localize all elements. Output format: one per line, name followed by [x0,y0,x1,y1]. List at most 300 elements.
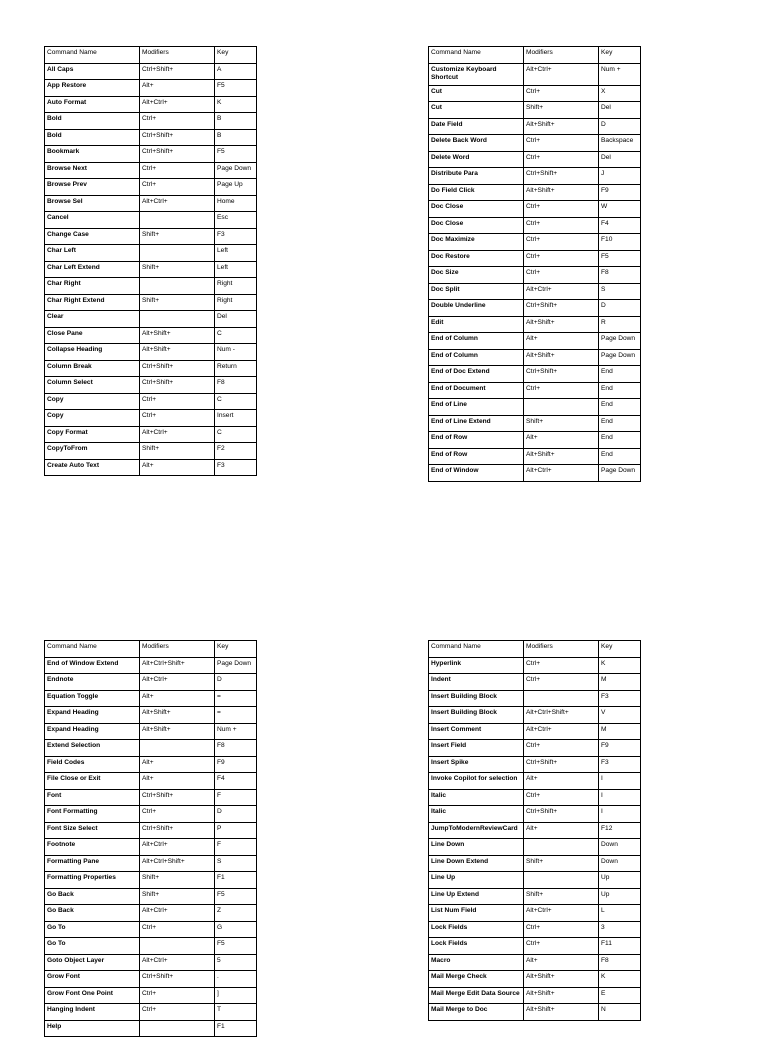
command-name-cell: Create Auto Text [45,459,140,476]
key-cell: C [215,393,257,410]
command-name-cell: Lock Fields [429,938,524,955]
key-cell: T [215,1004,257,1021]
modifiers-cell: Ctrl+Shift+ [524,806,599,823]
shortcut-table-3 [44,640,257,1037]
key-cell: M [599,674,641,691]
modifiers-cell [524,839,599,856]
table-row [429,756,641,773]
modifiers-cell: Alt+ [140,756,215,773]
command-name-cell: Clear [45,311,140,328]
table-header-row [45,47,257,64]
table-row [45,905,257,922]
command-name-cell: Font Formatting [45,806,140,823]
table-row [429,135,641,152]
modifiers-cell: Ctrl+Shift+ [524,756,599,773]
key-cell: L [599,905,641,922]
table-header-row [429,641,641,658]
modifiers-cell [140,245,215,262]
key-cell: Left [215,261,257,278]
command-name-cell: End of Row [429,432,524,449]
key-cell: F1 [215,1020,257,1037]
table-row [429,1004,641,1021]
key-cell: F [215,789,257,806]
key-cell: End [599,399,641,416]
command-name-cell: Insert Spike [429,756,524,773]
table-row [45,789,257,806]
table-row [429,905,641,922]
table-row [429,366,641,383]
table-row [429,954,641,971]
key-cell: F9 [215,756,257,773]
key-cell: V [599,707,641,724]
table-row [45,674,257,691]
command-name-cell: Macro [429,954,524,971]
shortcut-table-4 [428,640,641,1021]
key-cell: Down [599,855,641,872]
modifiers-cell: Alt+ [524,822,599,839]
modifiers-cell: Shift+ [524,415,599,432]
table-row [429,63,641,85]
key-cell: F3 [599,756,641,773]
modifiers-cell: Ctrl+ [140,921,215,938]
modifiers-cell: Shift+ [140,443,215,460]
key-cell: K [599,657,641,674]
command-name-cell: Line Up Extend [429,888,524,905]
modifiers-cell: Ctrl+ [524,217,599,234]
command-name-cell: JumpToModernReviewCard [429,822,524,839]
key-cell: Page Down [599,349,641,366]
modifiers-cell: Alt+ [524,773,599,790]
key-cell: Left [215,245,257,262]
command-name-cell: Bold [45,129,140,146]
command-name-cell: Expand Heading [45,707,140,724]
command-name-cell: Go Back [45,888,140,905]
modifiers-cell: Ctrl+Shift+ [140,63,215,80]
command-name-cell: Char Left [45,245,140,262]
modifiers-cell: Ctrl+ [524,250,599,267]
table-row [429,465,641,482]
key-cell: Page Down [599,333,641,350]
modifiers-cell: Ctrl+ [524,674,599,691]
table-row [429,822,641,839]
table-row [45,921,257,938]
key-cell: C [215,327,257,344]
table-row [45,740,257,757]
command-name-cell: End of Window [429,465,524,482]
command-name-cell: Footnote [45,839,140,856]
modifiers-cell: Ctrl+Shift+ [140,377,215,394]
table-row [45,393,257,410]
table-row [45,459,257,476]
key-cell: End [599,432,641,449]
table-row [45,954,257,971]
key-cell: F4 [215,773,257,790]
command-name-cell: CopyToFrom [45,443,140,460]
modifiers-cell: Shift+ [140,888,215,905]
command-name-cell: Italic [429,789,524,806]
key-cell: Del [215,311,257,328]
table-row [429,151,641,168]
modifiers-cell: Alt+ [524,432,599,449]
command-name-cell: Browse Prev [45,179,140,196]
table-row [45,987,257,1004]
modifiers-cell [524,872,599,889]
command-name-cell: Distribute Para [429,168,524,185]
modifiers-cell: Ctrl+Shift+ [524,168,599,185]
modifiers-cell: Alt+Ctrl+Shift+ [524,707,599,724]
key-cell: F8 [215,377,257,394]
modifiers-cell: Alt+Shift+ [524,971,599,988]
table-row [429,217,641,234]
modifiers-cell: Alt+Ctrl+ [524,63,599,85]
table-row [429,707,641,724]
modifiers-cell: Ctrl+Shift+ [524,300,599,317]
command-name-cell: Insert Comment [429,723,524,740]
key-cell: F12 [599,822,641,839]
command-name-cell: Equation Toggle [45,690,140,707]
command-name-cell: Bookmark [45,146,140,163]
header-modifiers: Modifiers [140,641,215,658]
modifiers-cell: Alt+ [140,459,215,476]
key-cell: F [215,839,257,856]
modifiers-cell: Ctrl+ [140,162,215,179]
table-row [429,118,641,135]
command-name-cell: Font [45,789,140,806]
key-cell: = [215,690,257,707]
key-cell: Del [599,151,641,168]
key-cell: P [215,822,257,839]
modifiers-cell [140,278,215,295]
modifiers-cell: Ctrl+Shift+ [140,360,215,377]
table-row [429,333,641,350]
modifiers-cell: Ctrl+ [524,740,599,757]
modifiers-cell: Ctrl+ [140,393,215,410]
modifiers-cell: Shift+ [140,228,215,245]
table-row [429,168,641,185]
command-name-cell: End of Column [429,349,524,366]
key-cell: X [599,85,641,102]
command-name-cell: Close Pane [45,327,140,344]
table-row [45,179,257,196]
key-cell: F8 [599,267,641,284]
modifiers-cell: Ctrl+Shift+ [140,822,215,839]
modifiers-cell: Alt+Shift+ [524,349,599,366]
modifiers-cell: Ctrl+ [524,135,599,152]
key-cell: I [599,806,641,823]
modifiers-cell: Ctrl+ [524,382,599,399]
modifiers-cell: Alt+Shift+ [524,1004,599,1021]
table-row [45,872,257,889]
table-row [429,888,641,905]
modifiers-cell: Alt+Shift+ [140,707,215,724]
table-row [45,212,257,229]
key-cell: D [599,300,641,317]
command-name-cell: Line Down [429,839,524,856]
command-name-cell: Field Codes [45,756,140,773]
header-key: Key [215,641,257,658]
modifiers-cell: Alt+Ctrl+ [140,839,215,856]
table-row [45,113,257,130]
table-row [429,184,641,201]
modifiers-cell: Alt+ [524,954,599,971]
header-key: Key [215,47,257,64]
key-cell: D [215,674,257,691]
command-name-cell: File Close or Exit [45,773,140,790]
table-row [45,443,257,460]
key-cell: Insert [215,410,257,427]
key-cell: Page Down [215,657,257,674]
modifiers-cell: Alt+Ctrl+ [140,96,215,113]
table-row [429,415,641,432]
table-row [45,228,257,245]
table-row [45,377,257,394]
key-cell: End [599,415,641,432]
table-row [45,690,257,707]
header-command-name: Command Name [429,641,524,658]
table-row [45,410,257,427]
table-row [45,773,257,790]
modifiers-cell: Shift+ [140,872,215,889]
table-row [45,311,257,328]
table-row [45,63,257,80]
key-cell: N [599,1004,641,1021]
key-cell: E [599,987,641,1004]
command-name-cell: Indent [429,674,524,691]
table-row [429,987,641,1004]
modifiers-cell: Alt+Ctrl+ [140,426,215,443]
key-cell: Del [599,102,641,119]
modifiers-cell: Ctrl+Shift+ [140,129,215,146]
table-row [45,129,257,146]
modifiers-cell: Alt+Ctrl+ [524,723,599,740]
command-name-cell: Hanging Indent [45,1004,140,1021]
key-cell: . [215,971,257,988]
modifiers-cell: Ctrl+Shift+ [140,146,215,163]
table-row [45,162,257,179]
command-name-cell: Help [45,1020,140,1037]
table-row [45,806,257,823]
modifiers-cell: Ctrl+ [524,267,599,284]
table-row [45,195,257,212]
table-row [45,278,257,295]
table-row [429,349,641,366]
modifiers-cell: Ctrl+ [524,921,599,938]
modifiers-cell: Ctrl+Shift+ [524,366,599,383]
modifiers-cell: Alt+Shift+ [524,987,599,1004]
modifiers-cell: Alt+Shift+ [140,723,215,740]
key-cell: F5 [215,938,257,955]
table-row [429,690,641,707]
modifiers-cell: Alt+Ctrl+ [524,905,599,922]
modifiers-cell: Ctrl+ [524,85,599,102]
key-cell: F3 [215,228,257,245]
table-header-row [45,641,257,658]
command-name-cell: Column Break [45,360,140,377]
key-cell: F1 [215,872,257,889]
key-cell: Up [599,872,641,889]
key-cell: M [599,723,641,740]
command-name-cell: Cut [429,85,524,102]
key-cell: = [215,707,257,724]
key-cell: K [215,96,257,113]
key-cell: End [599,382,641,399]
key-cell: K [599,971,641,988]
modifiers-cell: Alt+Ctrl+ [524,283,599,300]
key-cell: F10 [599,234,641,251]
command-name-cell: Italic [429,806,524,823]
command-name-cell: Go Back [45,905,140,922]
key-cell: ] [215,987,257,1004]
modifiers-cell: Alt+ [140,80,215,97]
command-name-cell: Customize Keyboard Shortcut [429,63,524,85]
command-name-cell: Insert Building Block [429,707,524,724]
key-cell: F5 [215,80,257,97]
key-cell: Right [215,294,257,311]
key-cell: F4 [599,217,641,234]
command-name-cell: Bold [45,113,140,130]
table-row [45,426,257,443]
table-row [429,789,641,806]
command-name-cell: Grow Font One Point [45,987,140,1004]
table-row [429,657,641,674]
command-name-cell: Mail Merge Check [429,971,524,988]
modifiers-cell: Alt+ [524,333,599,350]
command-name-cell: Delete Back Word [429,135,524,152]
table-row [45,971,257,988]
command-name-cell: All Caps [45,63,140,80]
command-name-cell: Hyperlink [429,657,524,674]
key-cell: I [599,789,641,806]
key-cell: Backspace [599,135,641,152]
command-name-cell: Doc Close [429,217,524,234]
command-name-cell: Doc Split [429,283,524,300]
command-name-cell: Cancel [45,212,140,229]
command-name-cell: End of Line [429,399,524,416]
command-name-cell: Double Underline [429,300,524,317]
table-row [429,201,641,218]
table-row [429,839,641,856]
key-cell: B [215,113,257,130]
key-cell: Right [215,278,257,295]
key-cell: F3 [599,690,641,707]
modifiers-cell: Shift+ [140,261,215,278]
key-cell: G [215,921,257,938]
header-key: Key [599,47,641,64]
command-name-cell: Invoke Copilot for selection [429,773,524,790]
modifiers-cell [140,212,215,229]
modifiers-cell: Ctrl+ [524,234,599,251]
key-cell: D [599,118,641,135]
command-name-cell: End of Document [429,382,524,399]
table-row [429,740,641,757]
command-name-cell: Change Case [45,228,140,245]
table-row [45,1004,257,1021]
table-row [45,360,257,377]
table-row [429,85,641,102]
header-command-name: Command Name [429,47,524,64]
command-name-cell: Char Right [45,278,140,295]
command-name-cell: Char Left Extend [45,261,140,278]
command-name-cell: Column Select [45,377,140,394]
modifiers-cell [140,311,215,328]
key-cell: R [599,316,641,333]
modifiers-cell: Alt+ [140,690,215,707]
command-name-cell: Font Size Select [45,822,140,839]
key-cell: End [599,448,641,465]
table-row [429,267,641,284]
table-row [45,756,257,773]
key-cell: Return [215,360,257,377]
key-cell: F5 [599,250,641,267]
key-cell: 5 [215,954,257,971]
key-cell: Page Down [215,162,257,179]
table-row [45,855,257,872]
key-cell: S [215,855,257,872]
table-row [429,234,641,251]
modifiers-cell [140,740,215,757]
modifiers-cell: Shift+ [140,294,215,311]
command-name-cell: Go To [45,921,140,938]
command-name-cell: List Num Field [429,905,524,922]
header-modifiers: Modifiers [140,47,215,64]
table-row [429,448,641,465]
modifiers-cell: Shift+ [524,888,599,905]
modifiers-cell [524,690,599,707]
command-name-cell: Goto Object Layer [45,954,140,971]
key-cell: B [215,129,257,146]
table-row [45,1020,257,1037]
command-name-cell: Copy Format [45,426,140,443]
command-name-cell: Char Right Extend [45,294,140,311]
modifiers-cell [140,1020,215,1037]
table-row [429,432,641,449]
table-row [429,300,641,317]
table-row [429,316,641,333]
table-row [429,971,641,988]
table-row [429,102,641,119]
modifiers-cell: Ctrl+Shift+ [140,789,215,806]
table-row [45,245,257,262]
header-modifiers: Modifiers [524,641,599,658]
modifiers-cell [140,938,215,955]
table-row [45,294,257,311]
modifiers-cell: Alt+Shift+ [524,448,599,465]
command-name-cell: Auto Format [45,96,140,113]
modifiers-cell: Ctrl+ [140,113,215,130]
command-name-cell: End of Row [429,448,524,465]
key-cell: F11 [599,938,641,955]
modifiers-cell [524,399,599,416]
modifiers-cell: Ctrl+ [524,151,599,168]
command-name-cell: Grow Font [45,971,140,988]
command-name-cell: Copy [45,410,140,427]
key-cell: Down [599,839,641,856]
key-cell: F8 [215,740,257,757]
modifiers-cell: Ctrl+ [524,789,599,806]
table-row [429,938,641,955]
modifiers-cell: Alt+Ctrl+ [140,905,215,922]
key-cell: End [599,366,641,383]
command-name-cell: Doc Maximize [429,234,524,251]
command-name-cell: Formatting Pane [45,855,140,872]
modifiers-cell: Ctrl+Shift+ [140,971,215,988]
command-name-cell: Copy [45,393,140,410]
key-cell: 3 [599,921,641,938]
table-row [45,327,257,344]
command-name-cell: End of Column [429,333,524,350]
key-cell: Z [215,905,257,922]
command-name-cell: Line Up [429,872,524,889]
